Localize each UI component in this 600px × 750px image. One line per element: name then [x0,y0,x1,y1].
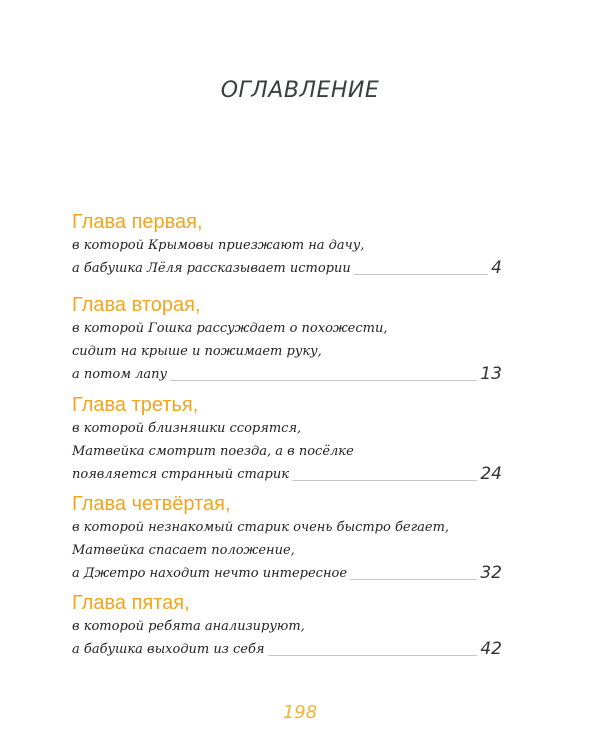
chapter-last-line [72,638,502,661]
page-number: 32 [480,563,502,583]
page-number: 24 [480,464,502,484]
dot-leader [268,655,478,656]
page-title: ОГЛАВЛЕНИЕ [220,78,380,103]
chapter-description-line: а Джетро находит нечто интересное [72,566,348,581]
chapter-description-line: в которой близняшки ссорятся, [72,421,302,436]
chapter-description-line: а бабушка Лёля рассказывает истории [72,261,351,276]
chapter-last-line [72,463,502,486]
chapter-last-line [72,257,502,280]
toc-entry-chapter-4[interactable] [72,492,502,585]
chapter-description-line: Матвейка спасает положение, [72,543,295,558]
dot-leader [170,380,477,381]
chapter-last-line [72,562,502,585]
toc-entry-chapter-3[interactable] [72,393,502,486]
dot-leader [292,480,477,481]
chapter-description-line: а бабушка выходит из себя [72,642,265,657]
toc-entry-chapter-5[interactable] [72,591,502,661]
chapter-description-line: в которой незнакомый старик очень быстро бегает, [72,520,450,535]
chapter-title: Глава четвёртая, [72,493,231,515]
chapter-description-line: а потом лапу [72,367,168,382]
page-number: 42 [480,639,502,659]
chapter-last-line [72,363,502,386]
folio-page-number: 198 [282,702,318,723]
chapter-title: Глава третья, [72,394,199,416]
page-number: 13 [480,364,502,384]
toc-entry-chapter-1[interactable] [72,210,502,280]
chapter-description-line: сидит на крыше и пожимает руку, [72,344,322,359]
dot-leader [350,579,477,580]
chapter-title: Глава пятая, [72,592,190,614]
chapter-title: Глава первая, [72,211,203,233]
dot-leader [354,274,488,275]
chapter-title: Глава вторая, [72,294,201,316]
chapter-description-line: в которой Крымовы приезжают на дачу, [72,238,365,253]
chapter-description-line: в которой ребята анализируют, [72,619,305,634]
chapter-description-line: Матвейка смотрит поезда, а в посёлке [72,444,354,459]
page-number: 4 [491,258,502,278]
chapter-description-line: появляется странный старик [72,467,290,482]
toc-entry-chapter-2[interactable] [72,293,502,386]
chapter-description-line: в которой Гошка рассуждает о похожести, [72,321,388,336]
